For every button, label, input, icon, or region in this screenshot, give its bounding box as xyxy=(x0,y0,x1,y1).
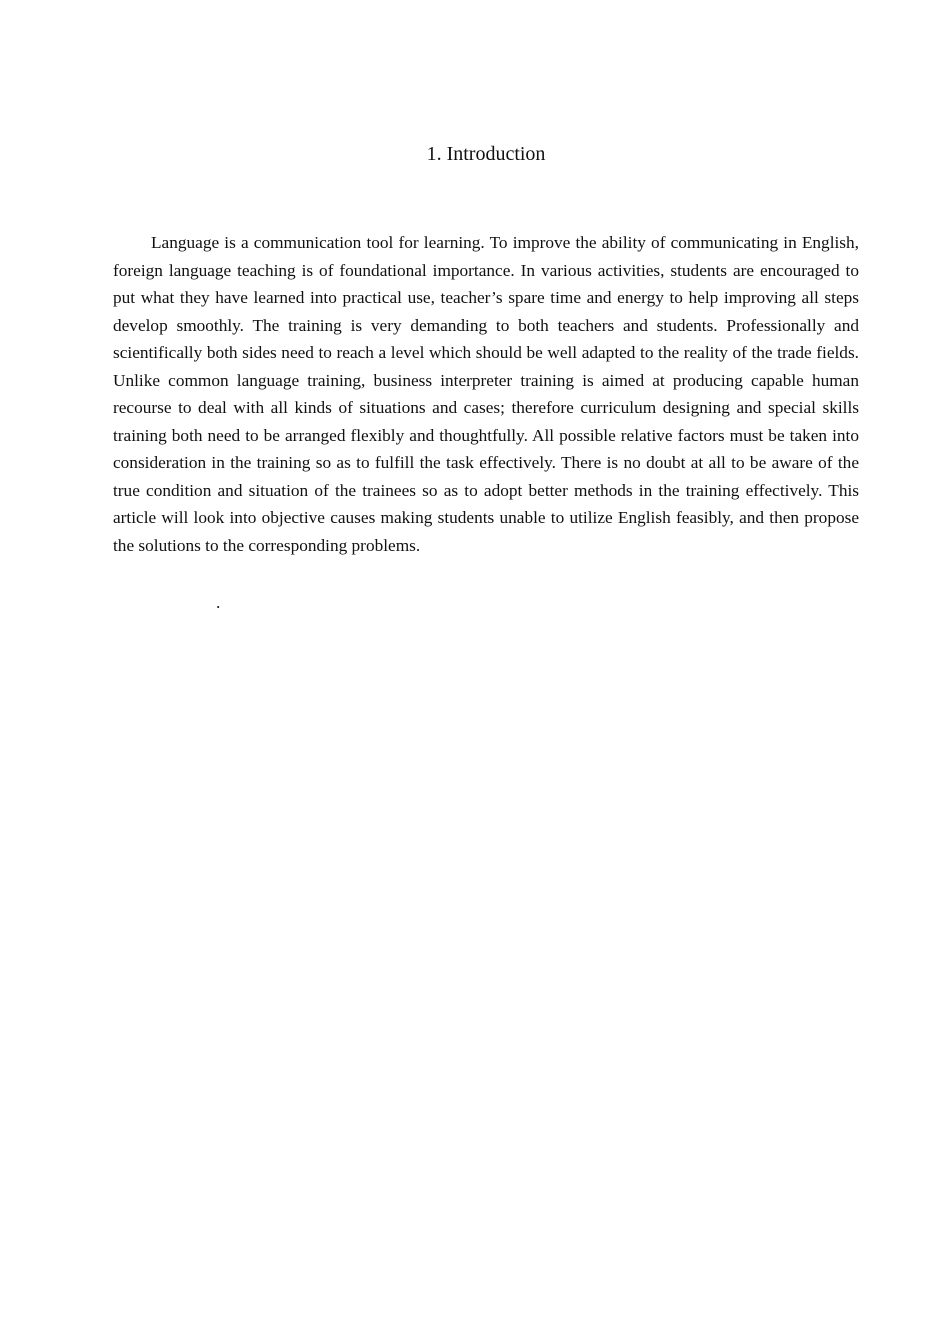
stray-period-mark: . xyxy=(216,593,221,612)
body-paragraph: Language is a communication tool for learning. To improve the ability of communicating in English, foreign language teaching is of foundational importance. In various activities, students are encouraged to put what they have learned into practical use, teacher’s spare time and energy to help improving all steps develop smoothly. The training is very demanding to both teachers and students. Professionally and scientifically both sides need to reach a level which should be well adapted to the reality of the trade fields. Unlike common language training, business interpreter training is aimed at producing capable human recourse to deal with all kinds of situations and cases; therefore curriculum designing and special skills training both need to be arranged flexibly and thoughtfully. All possible relative factors must be taken into consideration in the training so as to fulfill the task effectively. There is no doubt at all to be aware of the true condition and situation of the trainees so as to adopt better methods in the training effectively. This article will look into objective causes making students unable to utilize English feasibly, and then propose the solutions to the corresponding problems. xyxy=(113,233,859,556)
section-heading: 1. Introduction xyxy=(426,143,546,165)
